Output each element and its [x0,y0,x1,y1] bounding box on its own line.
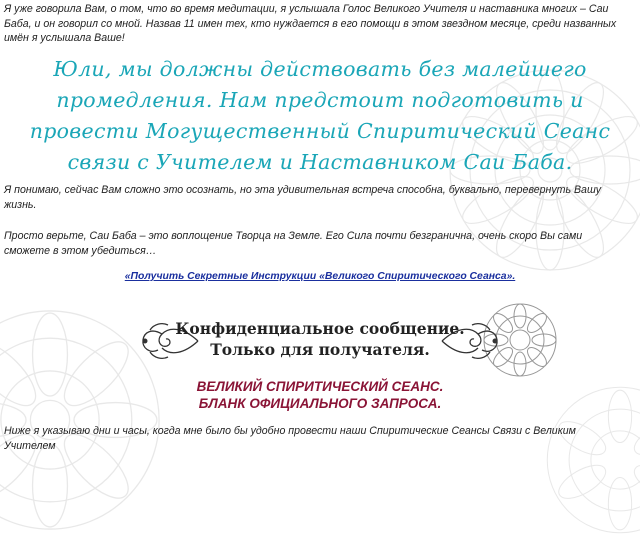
body-paragraph-1: Я понимаю, сейчас Вам сложно это осознать, но эта удивительная встреча способна, буквально, перевернуть Вашу жизнь. [4,184,602,211]
seance-title-line-2: БЛАНК ОФИЦИАЛЬНОГО ЗАПРОСА. [198,396,442,411]
script-heading: Юли, мы должны действовать без малейшего промедления. Нам предстоит подготовить и провести Могущественный Спиритический Сеанс связи с Учителем и Наставником Саи Баба. [29,57,611,174]
confidential-line-2: Только для получателя. [210,340,430,359]
confidential-line-1: Конфиденциальное сообщение. [175,319,465,338]
intro-paragraph: Я уже говорила Вам, о том, что во время медитации, я услышала Голос Великого Учителя и наставника многих – Саи Баба, и он говорил со мной. Назвав 11 имен тех, кто нуждается в его помощи в этом звездном месяце, среди названных имён я услышала Ваше! [4,3,617,44]
seance-title [0,378,640,412]
seance-title-line-1: ВЕЛИКИЙ СПИРИТИЧЕСКИЙ СЕАНС. [196,379,444,394]
schedule-paragraph: Ниже я указываю дни и часы, когда мне было бы удобно провести наши Спиритические Сеансы Связи с Великим Учителем [4,425,576,452]
instructions-link-line [0,266,640,284]
confidential-message [160,318,480,360]
secret-instructions-link[interactable]: «Получить Секретные Инструкции «Великого Спиритического Сеанса». [124,271,516,282]
body-paragraph-2: Просто верьте, Саи Баба – это воплощение Творца на Земле. Его Сила почти безгранична, очень скоро Вы сами сможете в этом убедиться… [4,230,583,257]
